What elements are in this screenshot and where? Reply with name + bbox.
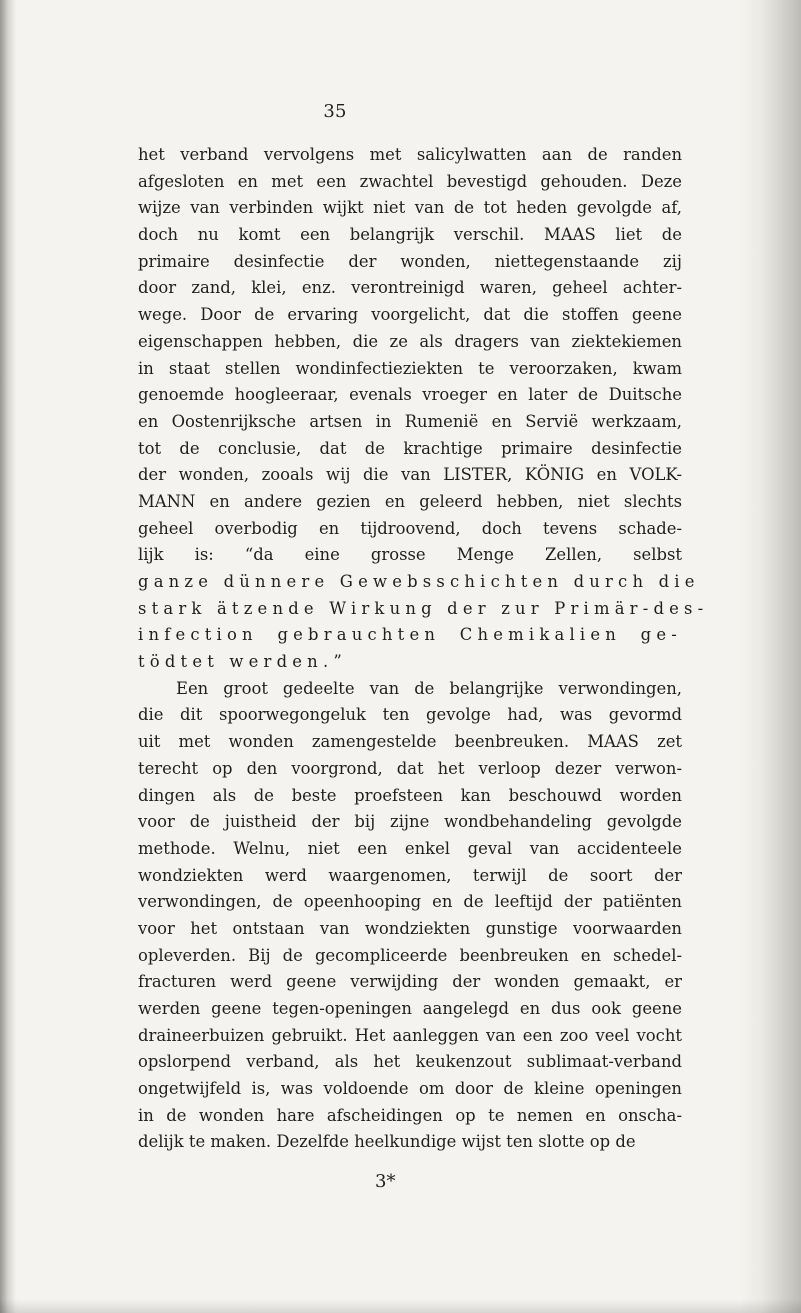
page-number: 35 (323, 101, 347, 122)
text-line: tödtet werden.” (138, 652, 347, 672)
right-page-shadow (761, 0, 801, 1313)
text-line: stark ätzende Wirkung der zur Primär-des- (138, 598, 709, 618)
text-line: wege. Door de ervaring voorgelicht, dat die stoffen geene (138, 305, 682, 325)
text-line: infection gebrauchten Chemikalien ge- (138, 625, 682, 645)
text-line: door zand, klei, enz. verontreinigd waren, geheel achter- (138, 278, 682, 298)
text-line: Een groot gedeelte van de belangrijke verwondingen, (176, 678, 682, 698)
text-line: draineerbuizen gebruikt. Het aanleggen van een zoo veel vocht (138, 1025, 682, 1045)
signature-mark: 3* (375, 1171, 396, 1192)
text-line: ganze dünnere Gewebsschichten durch die (138, 572, 700, 591)
text-line: opslorpend verband, als het keukenzout sublimaat-verband (138, 1052, 682, 1072)
text-line: ongetwijfeld is, was voldoende om door de kleine openingen (138, 1079, 682, 1099)
text-line: wijze van verbinden wijkt niet van de tot heden gevolgde af, (138, 198, 682, 218)
text-line: tot de conclusie, dat de krachtige primaire desinfectie (138, 438, 682, 458)
text-line: het verband vervolgens met salicylwatten aan de randen (138, 145, 682, 164)
text-line: uit met wonden zamengestelde beenbreuken. MAAS zet (138, 732, 682, 752)
text-line: wondziekten werd waargenomen, terwijl de soort der (138, 865, 682, 885)
text-line: primaire desinfectie der wonden, niettegenstaande zij (138, 251, 682, 271)
text-line: methode. Welnu, niet een enkel geval van accidenteele (138, 838, 682, 858)
text-line: in de wonden hare afscheidingen op te nemen en onscha- (138, 1105, 682, 1125)
text-line: der wonden, zooals wij die van LISTER, KÖNIG en VOLK- (138, 465, 682, 485)
text-line: voor het ontstaan van wondziekten gunstige voorwaarden (138, 918, 682, 938)
text-line: opleverden. Bij de gecompliceerde beenbreuken en schedel- (138, 945, 682, 965)
text-line: delijk te maken. Dezelfde heelkundige wijst ten slotte op de (138, 1132, 636, 1152)
text-line: MANN en andere gezien en geleerd hebben, niet slechts (138, 491, 682, 511)
text-line: die dit spoorwegongeluk ten gevolge had, was gevormd (138, 705, 682, 725)
text-line: fracturen werd geene verwijding der wonden gemaakt, er (138, 972, 682, 992)
left-page-shadow (0, 0, 16, 1313)
text-line: genoemde hoogleeraar, evenals vroeger en later de Duitsche (138, 385, 682, 405)
text-line: in staat stellen wondinfectieziekten te veroorzaken, kwam (138, 358, 682, 378)
text-line: geheel overbodig en tijdroovend, doch tevens schade- (138, 518, 682, 538)
text-line: dingen als de beste proefsteen kan beschouwd worden (138, 785, 682, 805)
text-line: verwondingen, de opeenhooping en de leeftijd der patiënten (138, 892, 682, 912)
bottom-page-shadow (0, 1299, 801, 1313)
text-line: voor de juistheid der bij zijne wondbehandeling gevolgde (138, 812, 682, 832)
text-line: doch nu komt een belangrijk verschil. MAAS liet de (138, 225, 682, 245)
text-line: werden geene tegen-openingen aangelegd en dus ook geene (138, 999, 682, 1018)
text-line: eigenschappen hebben, die ze als dragers van ziektekiemen (138, 331, 682, 351)
text-line: en Oostenrijksche artsen in Rumenië en Servië werkzaam, (138, 411, 682, 431)
text-line: terecht op den voorgrond, dat het verloop dezer verwon- (138, 758, 682, 778)
text-line: lijk is: “da eine grosse Menge Zellen, selbst (138, 545, 682, 565)
text-line: afgesloten en met een zwachtel bevestigd gehouden. Deze (138, 171, 682, 191)
text-body (138, 142, 709, 1156)
